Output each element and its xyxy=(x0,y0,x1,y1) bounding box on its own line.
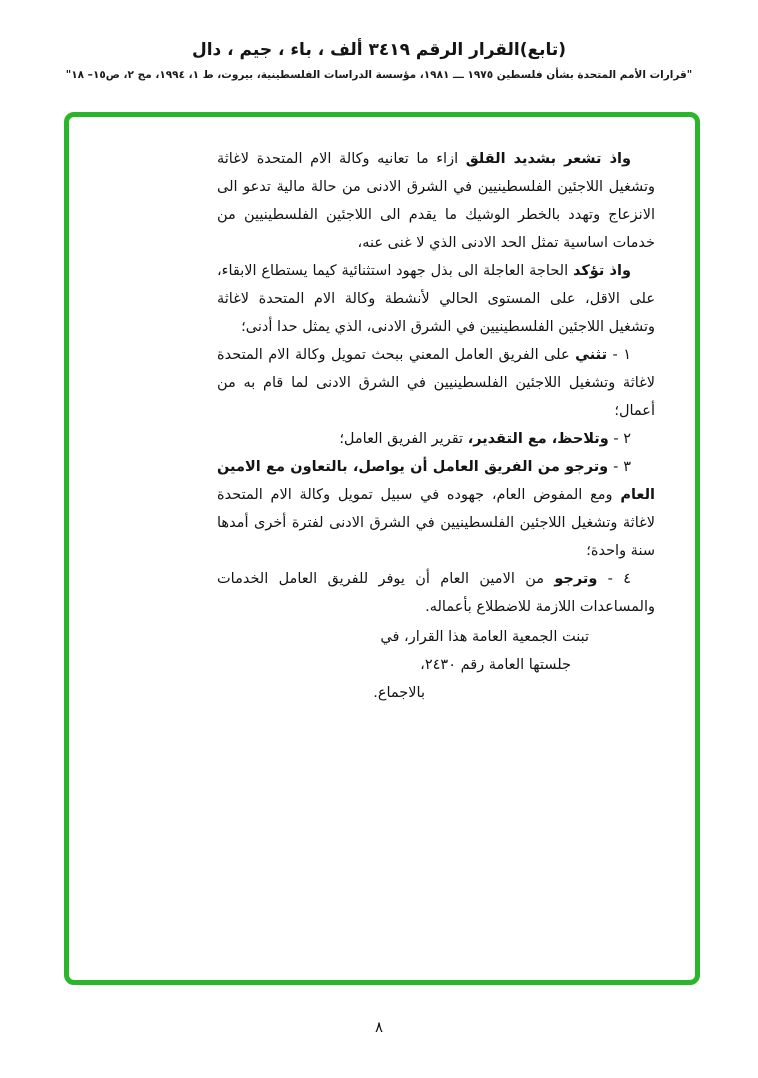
resolution-title: (تابع)القرار الرقم ٣٤١٩ ألف ، باء ، جيم ، دال xyxy=(191,40,567,60)
adoption-note-line: تبنت الجمعية العامة هذا القرار، في xyxy=(380,629,589,645)
paragraph-number: ١ - xyxy=(607,347,632,363)
operative-paragraph xyxy=(217,425,655,453)
paragraph-text: تقرير الفريق العامل؛ xyxy=(339,431,468,447)
paragraph-lead: تثني xyxy=(575,347,608,363)
adoption-note-line: جلستها العامة رقم ٢٤٣٠، xyxy=(420,657,571,673)
paragraph-text: على الفريق العامل المعني ببحث تمويل وكالة الام المتحدة لاغاثة وتشغيل اللاجئين الفلسطينيين في الشرق الادنى لما قام به من أعمال؛ xyxy=(217,347,655,419)
source-citation: "قرارات الأمم المتحدة بشأن فلسطين ١٩٧٥ ـــ ١٩٨١، مؤسسة الدراسات الفلسطينية، بيروت، ط ١، ١٩٩٤، مج ٢، ص١٥– ١٨" xyxy=(65,69,693,81)
resolution-text-column xyxy=(217,145,655,707)
operative-paragraph xyxy=(217,453,655,565)
paragraph-text: ازاء ما تعانيه وكالة الام المتحدة لاغاثة وتشغيل اللاجئين الفلسطينيين في الشرق الادنى من حالة مالية تدعو الى الانزعاج وتهدد بالخطر الوشيك ما يقدم الى اللاجئين الفلسطينيين من خدمات اساسية تمثل الحد الادنى الذي لا غنى عنه، xyxy=(217,151,655,251)
paragraph-text: من الامين العام أن يوفر للفريق العامل الخدمات والمساعدات اللازمة للاضطلاع بأعماله. xyxy=(217,571,655,615)
paragraph-lead: وتلاحظ، مع التقدير، xyxy=(467,431,609,447)
page-number: ٨ xyxy=(374,1018,384,1036)
paragraph-lead: واذ تؤكد xyxy=(572,263,631,279)
content-border-box xyxy=(64,112,700,985)
page-header xyxy=(0,0,758,81)
operative-paragraph xyxy=(217,565,655,621)
operative-paragraph xyxy=(217,341,655,425)
adoption-note xyxy=(217,623,655,707)
paragraph-lead: واذ تشعر بشديد القلق xyxy=(465,151,631,167)
paragraph-lead: وترجو من الفريق العامل أن يواصل، بالتعاون مع الامين العام xyxy=(217,459,655,503)
paragraph-number: ٤ - xyxy=(597,571,632,587)
preamble-paragraph xyxy=(217,145,655,257)
preamble-paragraph xyxy=(217,257,655,341)
paragraph-text: ومع المفوض العام، جهوده في سبيل تمويل وكالة الام المتحدة لاغاثة وتشغيل اللاجئين الفلسطينيين في الشرق الادنى لفترة أخرى أمدها سنة واحدة؛ xyxy=(217,487,655,559)
paragraph-text: الحاجة العاجلة الى بذل جهود استثنائية كيما يستطاع الابقاء، على الاقل، على المستوى الحالي لأنشطة وكالة الام المتحدة لاغاثة وتشغيل اللاجئين الفلسطينيين في الشرق الادنى، الذي يمثل حدا أدنى؛ xyxy=(217,263,655,335)
paragraph-lead: وترجو xyxy=(554,571,598,587)
paragraph-number: ٢ - xyxy=(608,431,631,447)
adoption-note-line: بالاجماع. xyxy=(373,685,425,701)
paragraph-number: ٣ - xyxy=(608,459,631,475)
